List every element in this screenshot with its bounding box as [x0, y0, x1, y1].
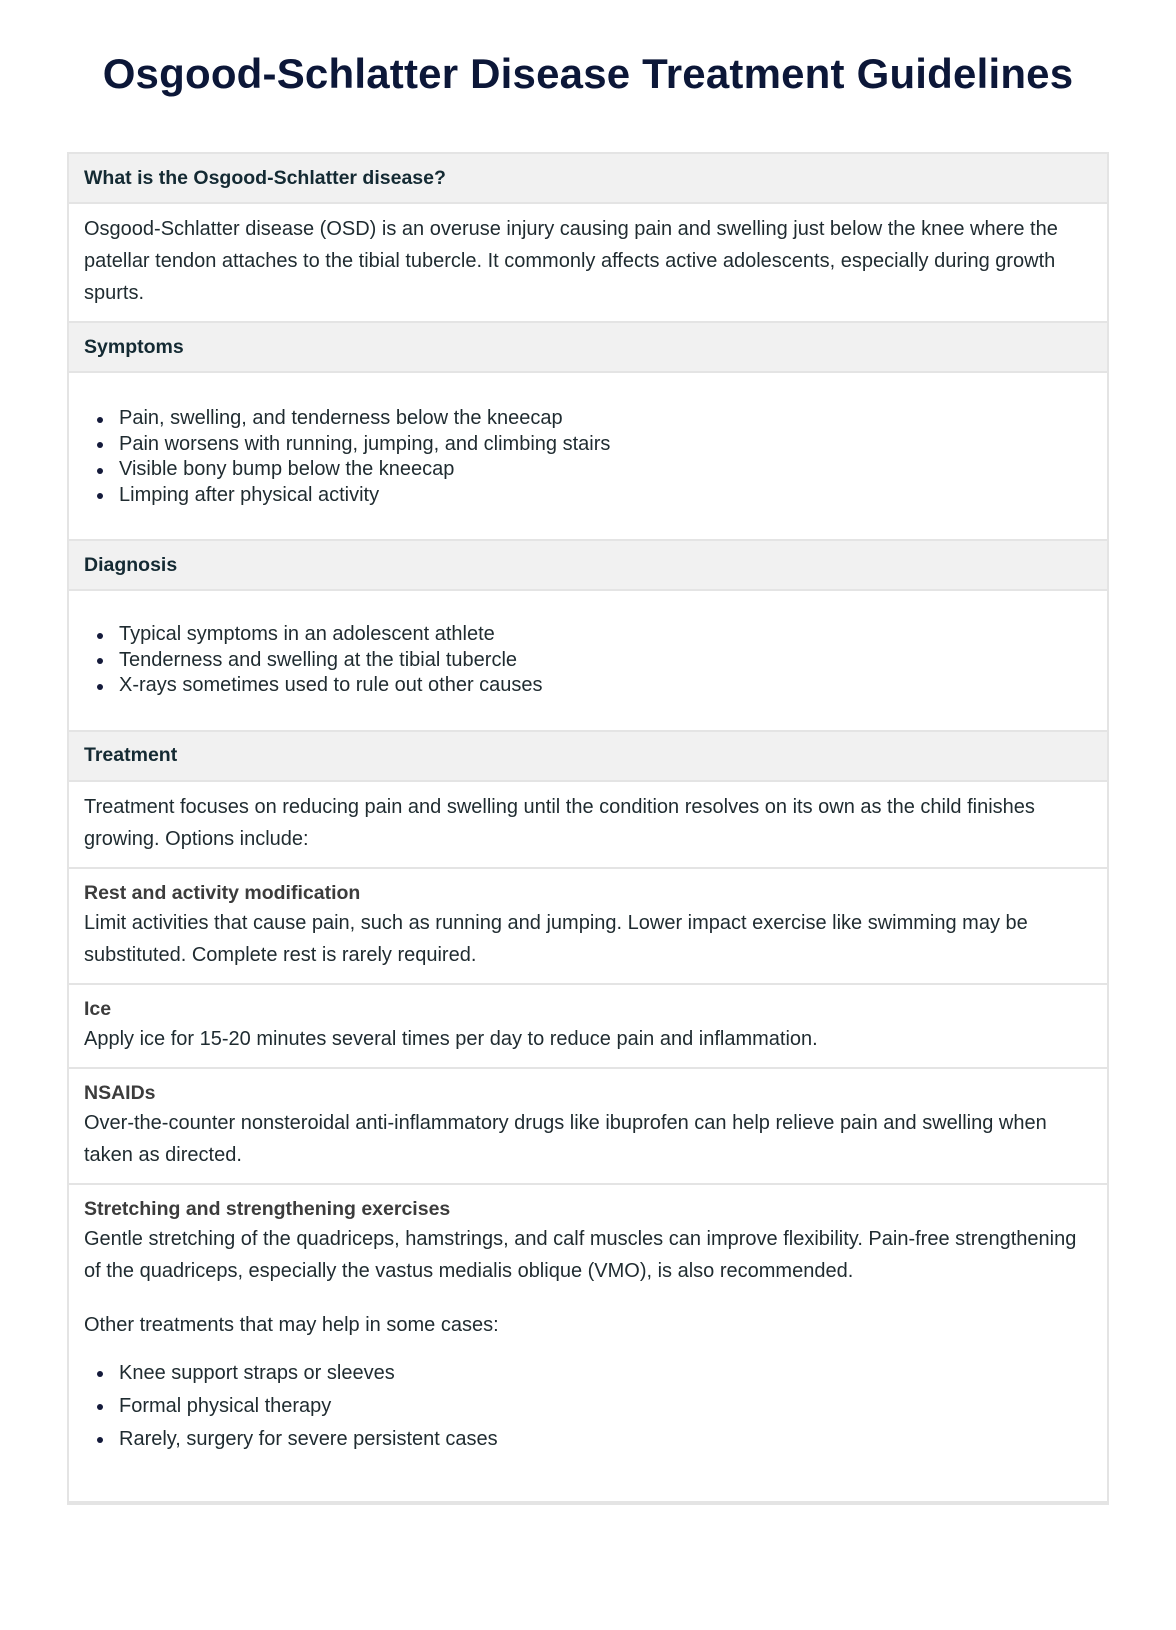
- section-body-diagnosis: [69, 591, 1107, 732]
- guidelines-table: [67, 152, 1109, 1505]
- option-text: Apply ice for 15-20 minutes several times per day to reduce pain and inflammation.: [84, 1027, 818, 1050]
- section-header-symptoms: Symptoms: [69, 323, 1107, 373]
- what-is-text: Osgood-Schlatter disease (OSD) is an overuse injury causing pain and swelling just below the knee where the patellar tendon attaches to the tibial tubercle. It commonly affects active adolescents, especially during growth spurts.: [84, 218, 1058, 304]
- option-title: Ice: [84, 997, 112, 1020]
- diagnosis-item: X-rays sometimes used to rule out other causes: [119, 673, 1092, 699]
- symptom-item: Pain, swelling, and tenderness below the kneecap: [119, 406, 1092, 432]
- diagnosis-item: Typical symptoms in an adolescent athlete: [119, 622, 1092, 648]
- treatment-option-exercises: [69, 1185, 1107, 1503]
- option-text: Over-the-counter nonsteroidal anti-inflammatory drugs like ibuprofen can help relieve pain and swelling when taken as directed.: [84, 1111, 1047, 1166]
- treatment-option-ice: [69, 985, 1107, 1069]
- other-treatments-list: [84, 1357, 1092, 1456]
- page-title: Osgood-Schlatter Disease Treatment Guidelines: [102, 50, 1074, 97]
- treatment-option-nsaids: [69, 1069, 1107, 1185]
- section-header-diagnosis: Diagnosis: [69, 541, 1107, 591]
- section-body-symptoms: [69, 373, 1107, 541]
- diagnosis-item: Tenderness and swelling at the tibial tubercle: [119, 648, 1092, 674]
- option-title: NSAIDs: [84, 1081, 156, 1104]
- section-body-treatment: [69, 782, 1107, 869]
- other-treatments-intro: Other treatments that may help in some cases:: [84, 1313, 499, 1336]
- option-text: Limit activities that cause pain, such as running and jumping. Lower impact exercise like swimming may be substituted. Complete rest is rarely required.: [84, 911, 1028, 966]
- symptom-item: Pain worsens with running, jumping, and climbing stairs: [119, 432, 1092, 458]
- section-body-what-is: [69, 204, 1107, 323]
- option-title: Stretching and strengthening exercises: [84, 1197, 451, 1220]
- option-title: Rest and activity modification: [84, 881, 361, 904]
- other-treatment-item: Formal physical therapy: [119, 1390, 1092, 1423]
- symptoms-list: [84, 406, 1092, 508]
- treatment-intro: Treatment focuses on reducing pain and swelling until the condition resolves on its own as the child finishes growing. Options include:: [84, 795, 1035, 850]
- option-text: Gentle stretching of the quadriceps, hamstrings, and calf muscles can improve flexibility. Pain-free strengthening of the quadriceps, especially the vastus medialis oblique (VMO), is also recommended.: [84, 1227, 1077, 1282]
- other-treatment-item: Rarely, surgery for severe persistent cases: [119, 1423, 1092, 1456]
- section-header-what-is: What is the Osgood-Schlatter disease?: [69, 154, 1107, 204]
- diagnosis-list: [84, 622, 1092, 699]
- symptom-item: Visible bony bump below the kneecap: [119, 457, 1092, 483]
- treatment-option-rest: [69, 869, 1107, 985]
- section-header-treatment: Treatment: [69, 732, 1107, 782]
- symptom-item: Limping after physical activity: [119, 483, 1092, 509]
- other-treatment-item: Knee support straps or sleeves: [119, 1357, 1092, 1390]
